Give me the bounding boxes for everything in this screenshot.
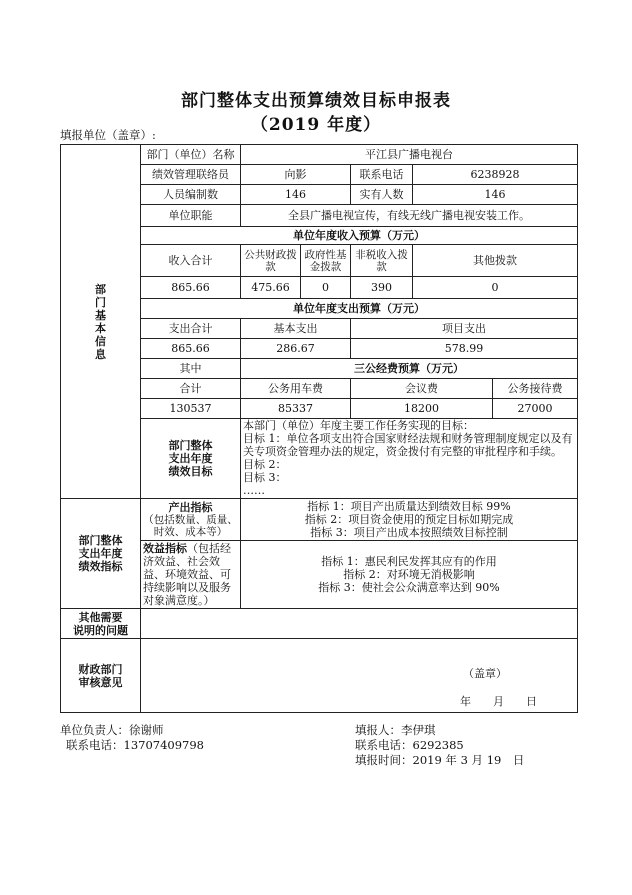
contact-value: 向影 (241, 165, 351, 185)
benefit-indicator-label (141, 541, 241, 609)
expense-val-basic: 286.67 (241, 339, 351, 359)
other-section-label: 其他需要 说明的问题 (61, 609, 141, 639)
section-basic-info: 部 门 基 本 信 息 (61, 145, 141, 499)
three-col-car: 公务用车费 (241, 379, 351, 399)
seal-text: （盖章） (463, 667, 508, 680)
expense-val-total: 865.66 (141, 339, 241, 359)
goal-line-2: 目标 2： (243, 458, 287, 471)
output-indicator-label (141, 499, 241, 541)
output-title: 产出指标 (168, 501, 213, 514)
output-item-3: 指标 3：项目产出成本按照绩效目标控制 (310, 526, 508, 539)
three-val-reception: 27000 (493, 399, 578, 419)
income-col-nontax: 非税收入拨款 (351, 245, 413, 277)
filler-phone: 联系电话：6292385 (355, 738, 464, 752)
benefit-desc: （包括经济效益、社会效益、环境效益、可持续影响以及服务对象满意度。） (143, 542, 231, 607)
actual-label: 实有人数 (351, 185, 413, 205)
income-col-total: 收入合计 (141, 245, 241, 277)
goal-line-3: 目标 3： (243, 471, 287, 484)
duty-value: 全县广播电视宣传，有线无线广播电视安装工作。 (241, 205, 578, 227)
benefit-title: 效益指标 (143, 542, 187, 555)
fill-unit-label: 填报单位（盖章）: (60, 128, 156, 142)
three-col-meeting: 会议费 (351, 379, 493, 399)
finance-section-label: 财政部门 审核意见 (61, 639, 141, 713)
fill-time: 填报时间：2019 年 3 月 19 日 (355, 753, 525, 767)
expense-col-total: 支出合计 (141, 319, 241, 339)
expense-col-basic: 基本支出 (241, 319, 351, 339)
benefit-items (241, 541, 578, 609)
three-val-meeting: 18200 (351, 399, 493, 419)
goal-line-1: 目标 1：单位各项支出符合国家财经法规和财务管理制度规定以及有关专项资金管理办法的规定，资金拨付有完整的审批程序和手续。 (243, 432, 573, 458)
finance-review-content (141, 639, 578, 713)
dept-name-value: 平江县广播电视台 (241, 145, 578, 165)
output-item-2: 指标 2：项目资金使用的预定目标如期完成 (304, 513, 514, 526)
benefit-item-1: 指标 1：惠民利民发挥其应有的作用 (321, 555, 497, 568)
three-header: 三公经费预算（万元） (241, 359, 578, 379)
goal-text (241, 419, 578, 499)
goal-line-more: …… (243, 484, 265, 497)
output-desc: （包括数量、质量、时效、成本等） (143, 514, 238, 538)
income-col-fund: 政府性基金拨款 (301, 245, 351, 277)
expense-header: 单位年度支出预算（万元） (141, 299, 578, 319)
benefit-item-3: 指标 3：使社会公众满意率达到 90% (318, 581, 500, 594)
output-item-1: 指标 1：项目产出质量达到绩效目标 99% (307, 500, 511, 513)
indicator-section-label: 部门整体 支出年度 绩效指标 (61, 499, 141, 609)
budget-form-table (60, 144, 578, 713)
income-val-other: 0 (413, 277, 578, 299)
duty-label: 单位职能 (141, 205, 241, 227)
leader-phone: 联系电话：13707409798 (66, 738, 204, 752)
form-year: （2019 年度） (250, 115, 382, 135)
three-col-total: 合计 (141, 379, 241, 399)
benefit-item-2: 指标 2：对环境无消极影响 (343, 568, 475, 581)
income-val-total: 865.66 (141, 277, 241, 299)
other-content (141, 609, 578, 639)
dept-name-label: 部门（单位）名称 (141, 145, 241, 165)
among-label: 其中 (141, 359, 241, 379)
filler-name: 填报人：李伊琪 (355, 723, 436, 737)
goal-line-intro: 本部门（单位）年度主要工作任务实现的目标： (243, 419, 474, 432)
income-val-nontax: 390 (351, 277, 413, 299)
staff-label: 人员编制数 (141, 185, 241, 205)
three-col-reception: 公务接待费 (493, 379, 578, 399)
phone-label: 联系电话 (351, 165, 413, 185)
expense-val-project: 578.99 (351, 339, 578, 359)
income-header: 单位年度收入预算（万元） (141, 227, 578, 245)
income-val-fund: 0 (301, 277, 351, 299)
three-val-car: 85337 (241, 399, 351, 419)
income-val-public: 475.66 (241, 277, 301, 299)
review-date: 年 月 日 (460, 695, 538, 708)
form-title: 部门整体支出预算绩效目标申报表 (181, 91, 451, 111)
expense-col-project: 项目支出 (351, 319, 578, 339)
goal-section-label: 部门整体 支出年度 绩效目标 (141, 419, 241, 499)
staff-value: 146 (241, 185, 351, 205)
income-col-public: 公共财政拨款 (241, 245, 301, 277)
unit-leader: 单位负责人：徐谢师 (60, 723, 164, 737)
phone-value: 6238928 (413, 165, 578, 185)
income-col-other: 其他拨款 (413, 245, 578, 277)
output-items (241, 499, 578, 541)
contact-label: 绩效管理联络员 (141, 165, 241, 185)
three-val-total: 130537 (141, 399, 241, 419)
actual-value: 146 (413, 185, 578, 205)
